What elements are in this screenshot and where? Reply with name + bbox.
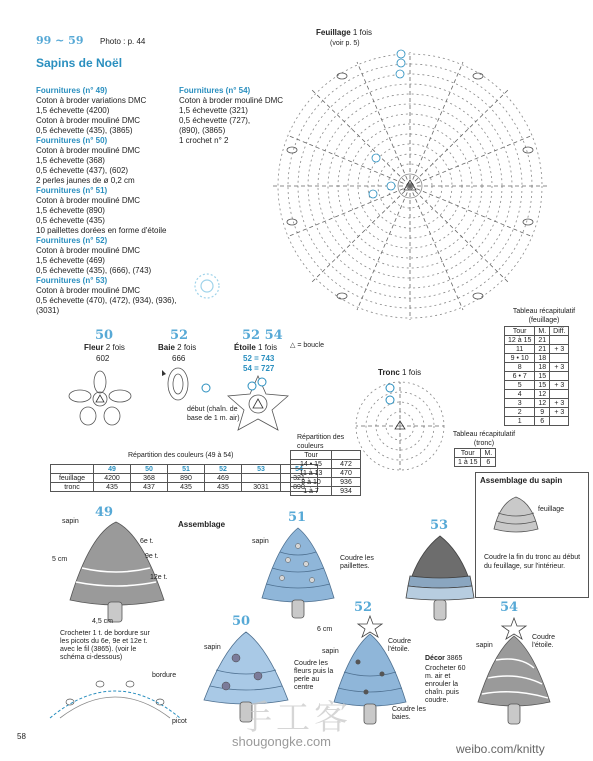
- assemblage-title: Assemblage: [178, 520, 226, 529]
- recap-feuillage-table: Tour M. Diff. 12 à 15 21 11 21 + 3 9 • 10 18 8 18 + 3 6 • 7 15 5 15 + 3 4 12 3 12 + 3 2 9 + 3 1 6: [504, 326, 569, 426]
- tree52-num: 52: [354, 600, 373, 615]
- tree49-note: Crocheter 1 t. de bordure sur les picots du 6e, 9e et 12e t. avec le fil (3865). (voir le schéma ci-dessous): [60, 630, 150, 661]
- tree54-decor-head: Décor 3865: [425, 655, 463, 662]
- mat-line: 0,5 échevette (727),: [179, 116, 251, 125]
- repartition-table: 49 50 51 52 53 54 feuillage 4200 368 890 469 321 tronc 435 437 435 435 3031 890: [50, 464, 318, 492]
- etoile-diagram: [222, 372, 294, 434]
- mat-line: (3031): [36, 306, 60, 315]
- tree50-num: 50: [232, 614, 251, 629]
- tronc-title: Tronc 1 fois: [378, 368, 422, 377]
- assemblage-sapin-feuillage: feuillage: [538, 506, 565, 513]
- mat-line: 1 crochet n° 2: [179, 136, 229, 145]
- repartition53-table: Tour 14 • 15 472 11 à 13 470 8 à 10 936 1 à 7 934: [290, 450, 361, 496]
- boucle-legend: △ = boucle: [290, 342, 324, 349]
- etoile-line1: 52 = 743: [243, 354, 275, 363]
- tree49: [60, 518, 178, 624]
- tree54-decor-note: Crocheter 60 m. air et enrouler la chaîn. puis coudre.: [425, 665, 466, 704]
- tronc-diagram: [350, 378, 450, 474]
- mat-line: 1,5 échevette (321): [179, 106, 248, 115]
- assemblage-sapin-diagram: [486, 493, 546, 537]
- mat-line: 1,5 échevette (890): [36, 206, 105, 215]
- header-ref: 99 ~ 59: [36, 34, 84, 47]
- tree52-height: 6 cm: [317, 626, 333, 633]
- tree53: [398, 532, 482, 624]
- etoile-num: 52 54: [242, 328, 283, 343]
- mat-line: Coton à broder mouliné DMC: [36, 116, 141, 125]
- mat-line: Coton à broder variations DMC: [36, 96, 147, 105]
- page-title: Sapins de Noël: [36, 56, 123, 70]
- mat-head-54: Fournitures (n° 54): [179, 86, 251, 95]
- baie-num: 52: [170, 328, 189, 343]
- picot-label: picot: [172, 718, 187, 725]
- tree54: [470, 614, 560, 726]
- tree54-sapin: sapin: [476, 642, 493, 649]
- mat-line: 1,5 échevette (4200): [36, 106, 110, 115]
- bordure-label: bordure: [152, 672, 177, 679]
- tree52-sapin: sapin: [322, 648, 339, 655]
- mat-line: Coton à broder mouliné DMC: [36, 246, 141, 255]
- feuillage-ref: (voir p. 5): [330, 40, 360, 47]
- tree52-note2: Coudre les baies.: [392, 706, 426, 721]
- mat-line: 0,5 échevette (470), (472), (934), (936),: [36, 296, 177, 305]
- tree52-note1: Coudre l'étoile.: [388, 638, 411, 653]
- assemblage-sapin-note: Coudre la fin du tronc au début du feuillage, sur l'intérieur.: [484, 554, 581, 570]
- assemblage-sapin-title: Assemblage du sapin: [480, 476, 563, 485]
- tree51-sapin: sapin: [252, 538, 269, 545]
- mat-line: Coton à broder mouliné DMC: [36, 196, 141, 205]
- photo-ref: Photo : p. 44: [100, 37, 146, 46]
- mat-head-53: Fournitures (n° 53): [36, 276, 108, 285]
- etoile-line2: 54 = 727: [243, 364, 275, 373]
- tree49-num: 49: [95, 505, 114, 520]
- mat-line: 1,5 échevette (469): [36, 256, 105, 265]
- tree54-num: 54: [500, 600, 519, 615]
- fleur-color: 602: [96, 354, 110, 363]
- recap-tronc-title: Tableau récapitulatif (tronc): [452, 431, 516, 447]
- tree50-sapin: sapin: [204, 644, 221, 651]
- tree54-note1: Coudre l'étoile.: [532, 634, 555, 649]
- feuillage-diagram: [258, 40, 564, 330]
- tree51-note: Coudre les paillettes.: [340, 555, 374, 570]
- assemblage-sapin-box: [475, 472, 589, 598]
- mat-line: 0,5 échevette (435), (666), (743): [36, 266, 152, 275]
- watermark: 手工客: [238, 698, 352, 738]
- tree53-num: 53: [430, 518, 449, 533]
- tree50-note: Coudre les fleurs puis la perle au centre: [294, 660, 334, 691]
- baie-label: Baie 2 fois: [158, 343, 197, 352]
- mat-head-51: Fournitures (n° 51): [36, 186, 108, 195]
- repartition-title: Répartition des couleurs (49 à 54): [128, 452, 234, 459]
- materials-list: [36, 86, 176, 316]
- decor-stamp-icon: [188, 268, 226, 304]
- mat-line: 0,5 échevette (435): [36, 216, 105, 225]
- tree49-height: 5 cm: [52, 556, 68, 563]
- baie-diagram: [158, 364, 218, 406]
- mat-head-49: Fournitures (n° 49): [36, 86, 108, 95]
- mat-head-50: Fournitures (n° 50): [36, 136, 108, 145]
- tree49-r12: 12e t.: [150, 574, 168, 581]
- fleur-diagram: [68, 368, 132, 428]
- mat-line: 0,5 échevette (435), (3865): [36, 126, 133, 135]
- baie-note: début (chaîn. de base de 1 m. air): [187, 406, 240, 422]
- baie-color: 666: [172, 354, 186, 363]
- mat-line: 2 perles jaunes de ø 0,2 cm: [36, 176, 135, 185]
- mat-line: 10 paillettes dorées en forme d'étoile: [36, 226, 167, 235]
- weibo-link[interactable]: weibo.com/knitty: [456, 742, 545, 756]
- tree49-r9: 9e t.: [145, 553, 159, 560]
- mat-line: (890), (3865): [179, 126, 226, 135]
- etoile-label: Étoile 1 fois: [234, 343, 278, 352]
- tree49-sapin: sapin: [62, 518, 79, 525]
- mat-line: Coton à broder mouliné DMC: [179, 96, 284, 105]
- mat-line: Coton à broder mouliné DMC: [36, 286, 141, 295]
- page-number: 58: [17, 732, 26, 741]
- mat-head-52: Fournitures (n° 52): [36, 236, 108, 245]
- tree51-num: 51: [288, 510, 307, 525]
- repartition53-title: Répartition des couleurs: [297, 434, 345, 450]
- tree49-r6: 6e t.: [140, 538, 154, 545]
- mat-line: Coton à broder mouliné DMC: [36, 146, 141, 155]
- feuillage-title: Feuillage 1 fois: [316, 28, 373, 37]
- mat-line: 1,5 échevette (368): [36, 156, 105, 165]
- recap-tronc-table: Tour M. 1 à 15 6: [454, 448, 496, 467]
- recap-feuillage-title: Tableau récapitulatif (feuillage): [512, 308, 576, 324]
- watermark-site: shougongke.com: [232, 734, 332, 749]
- mat-line: 0,5 échevette (437), (602): [36, 166, 129, 175]
- fleur-label: Fleur 2 fois: [84, 343, 125, 352]
- fleur-num: 50: [95, 328, 114, 343]
- tree49-width: 4,5 cm: [92, 618, 114, 625]
